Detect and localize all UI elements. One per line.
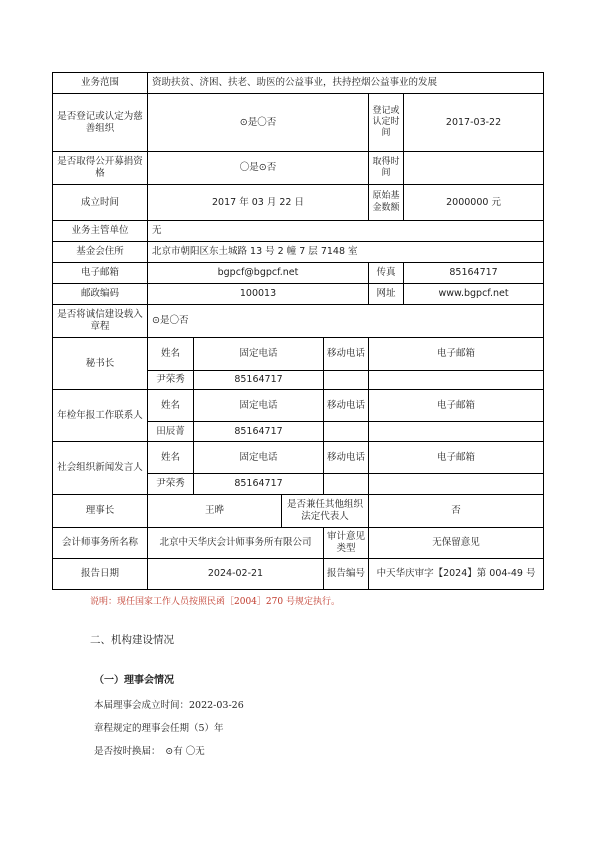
business-scope-label: 业务范围 (53, 73, 148, 94)
col-phone: 固定电话 (194, 442, 324, 474)
col-mobile: 移动电话 (324, 390, 369, 422)
annual-contact-name: 田辰菁 (148, 422, 194, 442)
col-phone: 固定电话 (194, 338, 324, 371)
spokesperson-header-row (53, 442, 544, 474)
col-name: 姓名 (148, 390, 194, 422)
subsection-title: （一）理事会情况 (94, 675, 174, 686)
annual-contact-label: 年检年报工作联系人 (53, 390, 148, 442)
audit-type-value: 无保留意见 (369, 528, 544, 559)
fax-label: 传真 (369, 263, 404, 284)
email-label: 电子邮箱 (53, 263, 148, 284)
integrity-row (53, 305, 544, 338)
secretary-email (369, 371, 544, 390)
fax-value: 85164717 (404, 263, 544, 284)
charity-date-label: 登记或认定时间 (369, 94, 404, 152)
annual-contact-header-row (53, 390, 544, 422)
report-date-value: 2024-02-21 (148, 559, 324, 590)
website-label: 网址 (369, 284, 404, 305)
charity-value: ⊙是〇否 (148, 94, 369, 152)
report-no-label: 报告编号 (324, 559, 369, 590)
accounting-firm-value: 北京中天华庆会计师事务所有限公司 (148, 528, 324, 559)
postcode-label: 邮政编码 (53, 284, 148, 305)
col-mobile: 移动电话 (324, 338, 369, 371)
secretary-header-row (53, 338, 544, 371)
postcode-row (53, 284, 544, 305)
supervisor-row (53, 221, 544, 242)
supervisor-value: 无 (148, 221, 544, 242)
charity-label: 是否登记或认定为慈善组织 (53, 94, 148, 152)
integrity-label: 是否将诚信建设载入章程 (53, 305, 148, 338)
spokesperson-mobile (324, 474, 369, 495)
accounting-row (53, 528, 544, 559)
col-email: 电子邮箱 (369, 338, 544, 371)
supervisor-label: 业务主管单位 (53, 221, 148, 242)
founded-value: 2017 年 03 月 22 日 (148, 185, 369, 221)
secretary-label: 秘书长 (53, 338, 148, 390)
public-fund-value: 〇是⊙否 (148, 152, 369, 185)
chairman-label: 理事长 (53, 495, 148, 528)
public-fund-date-value (404, 152, 544, 185)
council-formed-date: 本届理事会成立时间：2022-03-26 (94, 700, 244, 711)
legal-rep-label: 是否兼任其他组织法定代表人 (282, 495, 369, 528)
website-value: www.bgpcf.net (404, 284, 544, 305)
initial-fund-label: 原始基金数额 (369, 185, 404, 221)
organization-info-table (52, 72, 544, 590)
integrity-value: ⊙是〇否 (148, 305, 544, 338)
annual-contact-phone: 85164717 (194, 422, 324, 442)
col-mobile: 移动电话 (324, 442, 369, 474)
council-term: 章程规定的理事会任期（5）年 (94, 723, 224, 734)
col-phone: 固定电话 (194, 390, 324, 422)
col-email: 电子邮箱 (369, 390, 544, 422)
spokesperson-phone: 85164717 (194, 474, 324, 495)
charity-row (53, 94, 544, 152)
email-value: bgpcf@bgpcf.net (148, 263, 369, 284)
spokesperson-label: 社会组织新闻发言人 (53, 442, 148, 495)
founded-label: 成立时间 (53, 185, 148, 221)
business-scope-row (53, 73, 544, 94)
spokesperson-name: 尹荣秀 (148, 474, 194, 495)
chairman-value: 王晔 (148, 495, 282, 528)
accounting-firm-label: 会计师事务所名称 (53, 528, 148, 559)
report-row (53, 559, 544, 590)
address-row (53, 242, 544, 263)
secretary-mobile (324, 371, 369, 390)
address-value: 北京市朝阳区东土城路 13 号 2 幢 7 层 7148 室 (148, 242, 544, 263)
business-scope-value: 资助扶贫、济困、扶老、助医的公益事业，扶持控烟公益事业的发展 (148, 73, 544, 94)
postcode-value: 100013 (148, 284, 369, 305)
council-on-time: 是否按时换届： ⊙有 〇无 (94, 746, 205, 757)
legal-rep-value: 否 (369, 495, 544, 528)
report-date-label: 报告日期 (53, 559, 148, 590)
secretary-phone: 85164717 (194, 371, 324, 390)
secretary-name: 尹荣秀 (148, 371, 194, 390)
col-email: 电子邮箱 (369, 442, 544, 474)
founded-row (53, 185, 544, 221)
initial-fund-value: 2000000 元 (404, 185, 544, 221)
public-fund-label: 是否取得公开募捐资格 (53, 152, 148, 185)
chairman-row (53, 495, 544, 528)
report-no-value: 中天华庆审字【2024】第 004-49 号 (369, 559, 544, 590)
audit-type-label: 审计意见类型 (324, 528, 369, 559)
email-row (53, 263, 544, 284)
public-fund-date-label: 取得时间 (369, 152, 404, 185)
annual-contact-email (369, 422, 544, 442)
annual-contact-mobile (324, 422, 369, 442)
charity-date-value: 2017-03-22 (404, 94, 544, 152)
col-name: 姓名 (148, 442, 194, 474)
section-title: 二、机构建设情况 (90, 634, 174, 646)
footnote: 说明：现任国家工作人员按照民函［2004］270 号规定执行。 (90, 597, 340, 607)
spokesperson-email (369, 474, 544, 495)
address-label: 基金会住所 (53, 242, 148, 263)
col-name: 姓名 (148, 338, 194, 371)
public-fund-row (53, 152, 544, 185)
